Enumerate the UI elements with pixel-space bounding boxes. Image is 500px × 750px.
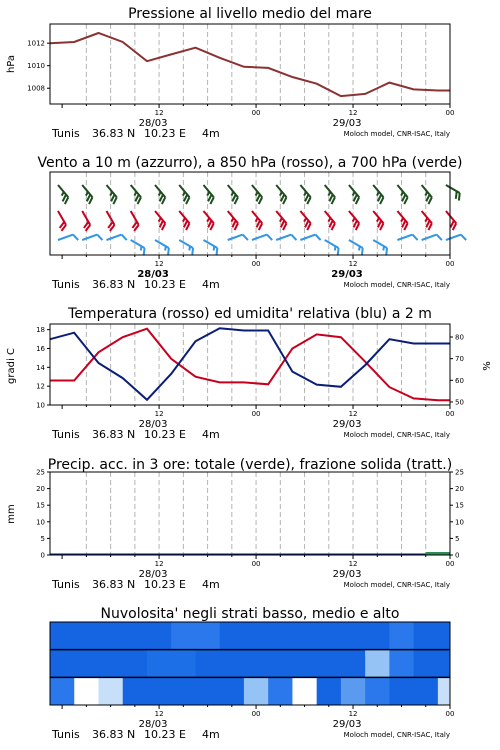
model-credit: Moloch model, CNR-ISAC, Italy	[343, 731, 450, 739]
wind-barb	[77, 185, 95, 204]
barb-staff	[252, 235, 267, 240]
barb-staff	[300, 211, 310, 223]
model-credit: Moloch model, CNR-ISAC, Italy	[343, 130, 450, 138]
barb-flag	[243, 234, 248, 242]
barb-staff	[276, 185, 286, 197]
barb-flag	[73, 234, 78, 242]
barb-staff	[252, 185, 262, 197]
wind-barb	[441, 211, 459, 230]
cloud-cell	[389, 622, 414, 650]
y-tick-label: 18	[36, 326, 45, 335]
barb-staff	[422, 211, 432, 223]
barb-staff	[228, 211, 238, 223]
y-tick-label: 20	[36, 485, 45, 494]
cloud-cell	[98, 622, 123, 650]
barb-staff	[446, 235, 461, 240]
x-tick-label: 00	[445, 410, 455, 418]
y-tick-label: 1012	[27, 39, 45, 48]
barb-staff	[228, 185, 238, 197]
y-tick-label: 25	[36, 468, 45, 477]
barb-staff	[325, 185, 335, 197]
wind-barb	[295, 185, 313, 204]
cloud-cell	[74, 622, 99, 650]
wind-barb	[345, 240, 365, 256]
cloud-cell	[171, 677, 196, 705]
cloud-cell	[195, 677, 220, 705]
elevation: 4m	[202, 428, 220, 441]
wind-frame	[50, 172, 450, 255]
date-label: 28/03	[138, 118, 168, 129]
barb-staff	[373, 240, 387, 248]
barb-staff	[373, 211, 383, 223]
latitude: 36.83 N	[92, 278, 136, 291]
wind-barb	[200, 240, 220, 256]
barb-staff	[131, 185, 141, 197]
cloud-cell	[292, 622, 317, 650]
cloud-cell	[244, 622, 269, 650]
barb-staff	[155, 240, 169, 248]
barb-staff	[325, 211, 335, 223]
y-tick-label: 10	[36, 518, 45, 527]
date-label: 28/03	[137, 269, 169, 280]
y-tick-label: 14	[36, 363, 45, 372]
barb-staff	[179, 240, 193, 248]
wind-barb	[222, 211, 240, 230]
barb-staff	[422, 235, 437, 240]
model-credit: Moloch model, CNR-ISAC, Italy	[343, 581, 450, 589]
barb-flag	[315, 234, 320, 242]
wind-barb	[247, 211, 265, 230]
pressure-panel	[6, 6, 454, 140]
wind-barb	[125, 185, 143, 204]
x-tick-label: 12	[348, 710, 358, 718]
cloud-cell	[268, 677, 293, 705]
barb-staff	[58, 211, 66, 225]
wind-barb	[174, 185, 192, 204]
cloud-cell	[74, 650, 99, 678]
cloud-cell	[341, 622, 366, 650]
date-label: 29/03	[332, 719, 362, 730]
wind-barbs	[52, 185, 466, 256]
cloud-cell	[292, 650, 317, 678]
wind-barb	[392, 211, 410, 230]
y-tick-label: 5	[40, 534, 45, 543]
longitude: 10.23 E	[144, 728, 186, 741]
barb-staff	[397, 185, 407, 197]
x-tick-label: 12	[154, 710, 164, 718]
barb-half-flag	[188, 246, 191, 250]
wind-barb	[344, 211, 362, 230]
precipitation-xticks	[51, 555, 454, 591]
barb-half-flag	[358, 246, 361, 250]
x-tick-label: 12	[348, 410, 358, 418]
barb-staff	[422, 185, 432, 197]
y-tick-label: 15	[36, 501, 45, 510]
y-tick-label: 15	[455, 501, 464, 510]
cloud-cell	[317, 677, 342, 705]
date-label: 28/03	[138, 419, 168, 430]
elevation: 4m	[202, 578, 220, 591]
wind-barb	[152, 240, 172, 256]
barb-flag	[461, 234, 466, 242]
location-name: Tunis	[52, 728, 80, 741]
cloud-cell	[50, 650, 75, 678]
wind-barb	[101, 185, 119, 204]
y-tick-label: 60	[455, 376, 464, 385]
y-tick-label: 70	[455, 355, 464, 364]
temperature-title: Temperatura (rosso) ed umidita' relativa (blu) a 2 m	[68, 306, 432, 322]
cloud-cell	[123, 650, 148, 678]
wind-barb	[247, 185, 265, 204]
precipitation-grid	[86, 472, 425, 555]
x-tick-label: 00	[251, 260, 261, 268]
wind-barb	[416, 211, 434, 230]
x-tick-label: 00	[445, 710, 455, 718]
x-tick-label: 12	[154, 260, 164, 268]
longitude: 10.23 E	[144, 578, 186, 591]
barb-staff	[58, 235, 73, 240]
date-label: 28/03	[138, 569, 168, 580]
precipitation-panel	[6, 457, 464, 591]
y-tick-label: 20	[455, 485, 464, 494]
x-tick-label: 12	[348, 109, 358, 117]
barb-staff	[228, 235, 243, 240]
precipitation-title: Precip. acc. in 3 ore: totale (verde), frazione solida (tratt.)	[47, 457, 453, 473]
pressure-frame	[50, 24, 450, 104]
wind-barb	[271, 185, 289, 204]
wind-panel	[37, 155, 466, 291]
wind-barb	[228, 234, 248, 247]
x-tick-label: 00	[251, 560, 261, 568]
wind-barb	[58, 234, 78, 247]
model-credit: Moloch model, CNR-ISAC, Italy	[343, 431, 450, 439]
elevation: 4m	[202, 728, 220, 741]
cloud-cell	[74, 677, 99, 705]
longitude: 10.23 E	[144, 278, 186, 291]
wind-barb	[53, 185, 71, 204]
cloud-cells	[50, 622, 451, 705]
wind-barb	[446, 234, 466, 247]
barb-staff	[446, 185, 460, 193]
cloud-cell	[171, 650, 196, 678]
cloud-cell	[438, 677, 451, 705]
cloud-panel	[50, 606, 454, 741]
wind-barb	[321, 240, 341, 256]
wind-barb	[368, 211, 386, 230]
barb-staff	[155, 185, 165, 197]
temperature-panel	[6, 306, 493, 441]
latitude: 36.83 N	[92, 127, 136, 140]
barb-staff	[204, 185, 214, 197]
pressure-ylabel: hPa	[6, 54, 17, 74]
barb-staff	[397, 235, 412, 240]
latitude: 36.83 N	[92, 728, 136, 741]
cloud-cell	[268, 650, 293, 678]
wind-barb	[150, 211, 168, 230]
wind-barb	[198, 211, 216, 230]
cloud-cell	[123, 622, 148, 650]
y-tick-label: 5	[455, 534, 460, 543]
cloud-cell	[414, 650, 439, 678]
cloud-cell	[147, 677, 172, 705]
cloud-cell	[341, 650, 366, 678]
y-tick-label: 0	[40, 551, 45, 560]
wind-barb	[370, 240, 390, 256]
cloud-cell	[147, 622, 172, 650]
wind-barb	[319, 211, 337, 230]
wind-barb	[100, 211, 116, 231]
barb-staff	[58, 185, 68, 197]
wind-barb	[52, 211, 68, 231]
y-tick-label: 1008	[27, 84, 45, 93]
wind-barb	[222, 185, 240, 204]
barb-half-flag	[334, 246, 337, 250]
barb-half-flag	[212, 246, 215, 250]
y-tick-label: 25	[455, 468, 464, 477]
cloud-cell	[365, 677, 390, 705]
barb-staff	[179, 211, 189, 223]
cloud-cell	[268, 622, 293, 650]
y-tick-label: 0	[455, 551, 460, 560]
y-tick-label: 16	[36, 344, 45, 353]
temperature-ylabel: gradi C	[6, 348, 17, 384]
x-tick-label: 12	[154, 410, 164, 418]
wind-barb	[416, 185, 434, 204]
cloud-cell	[317, 622, 342, 650]
humidity-ylabel: %	[482, 361, 493, 371]
barb-staff	[397, 211, 407, 223]
x-tick-label: 00	[445, 260, 455, 268]
y-tick-label: 80	[455, 333, 464, 342]
barb-staff	[131, 240, 145, 248]
cloud-cell	[317, 650, 342, 678]
barb-staff	[204, 211, 214, 223]
cloud-cell	[438, 650, 451, 678]
barb-staff	[349, 185, 359, 197]
barb-flag	[267, 234, 272, 242]
barb-staff	[300, 185, 310, 197]
temperature-yticks	[36, 326, 464, 409]
barb-staff	[107, 235, 122, 240]
barb-staff	[107, 185, 117, 197]
wind-barb	[76, 211, 92, 231]
cloud-cell	[220, 622, 245, 650]
barb-half-flag	[164, 246, 167, 250]
x-tick-label: 00	[251, 410, 261, 418]
barb-flag	[97, 234, 102, 242]
temperature-xticks	[51, 405, 454, 441]
y-tick-label: 1010	[27, 62, 45, 71]
pressure-title: Pressione al livello medio del mare	[128, 6, 372, 22]
cloud-cell	[220, 677, 245, 705]
barb-staff	[349, 240, 363, 248]
pressure-grid	[86, 24, 425, 104]
cloud-cell	[123, 677, 148, 705]
x-tick-label: 00	[445, 109, 455, 117]
cloud-cell	[244, 677, 269, 705]
wind-barb	[82, 234, 102, 247]
wind-barb	[319, 185, 337, 204]
barb-staff	[82, 235, 97, 240]
wind-barb	[300, 234, 320, 247]
cloud-xticks	[51, 705, 454, 741]
location-name: Tunis	[52, 578, 80, 591]
cloud-cell	[50, 622, 75, 650]
cloud-cell	[341, 677, 366, 705]
wind-barb	[271, 211, 289, 230]
barb-flag	[437, 234, 442, 242]
wind-barb	[127, 240, 147, 256]
cloud-title: Nuvolosita' negli strati basso, medio e alto	[100, 606, 400, 622]
cloud-cell	[414, 622, 439, 650]
barb-staff	[349, 211, 359, 223]
wind-barb	[150, 185, 168, 204]
longitude: 10.23 E	[144, 428, 186, 441]
model-credit: Moloch model, CNR-ISAC, Italy	[343, 281, 450, 289]
wind-barb	[422, 234, 442, 247]
barb-flag	[122, 234, 127, 242]
longitude: 10.23 E	[144, 127, 186, 140]
y-tick-label: 12	[36, 382, 45, 391]
x-tick-label: 12	[154, 560, 164, 568]
temperature-frame	[50, 324, 450, 405]
wind-title: Vento a 10 m (azzurro), a 850 hPa (rosso), a 700 hPa (verde)	[37, 155, 463, 171]
precipitation-yticks	[36, 469, 464, 560]
cloud-cell	[414, 677, 439, 705]
barb-staff	[300, 235, 315, 240]
y-tick-label: 10	[36, 401, 45, 410]
barb-staff	[155, 211, 165, 223]
date-label: 29/03	[331, 269, 363, 280]
precipitation-frame	[50, 472, 450, 555]
barb-half-flag	[140, 246, 143, 250]
temperature-series	[50, 328, 450, 400]
wind-barb	[295, 211, 313, 230]
cloud-cell	[365, 622, 390, 650]
cloud-cell	[438, 622, 451, 650]
latitude: 36.83 N	[92, 578, 136, 591]
cloud-cell	[389, 677, 414, 705]
wind-barb	[442, 185, 462, 201]
pressure-line	[50, 33, 450, 96]
elevation: 4m	[202, 278, 220, 291]
x-tick-label: 12	[154, 109, 164, 117]
cloud-cell	[195, 622, 220, 650]
barb-staff	[325, 240, 339, 248]
barb-staff	[252, 211, 262, 223]
wind-barb	[252, 234, 272, 247]
wind-barb	[198, 185, 216, 204]
wind-barb	[107, 234, 127, 247]
barb-flag	[412, 234, 417, 242]
barb-staff	[373, 185, 383, 197]
barb-flag	[291, 234, 296, 242]
latitude: 36.83 N	[92, 428, 136, 441]
wind-barb	[344, 185, 362, 204]
x-tick-label: 12	[348, 560, 358, 568]
barb-staff	[446, 211, 456, 223]
date-label: 28/03	[138, 719, 168, 730]
pressure-xticks	[51, 104, 454, 140]
cloud-cell	[147, 650, 172, 678]
wind-barb	[368, 185, 386, 204]
cloud-cell	[195, 650, 220, 678]
location-name: Tunis	[52, 278, 80, 291]
wind-barb	[276, 234, 296, 247]
cloud-cell	[389, 650, 414, 678]
elevation: 4m	[202, 127, 220, 140]
wind-barb	[174, 211, 192, 230]
wind-xticks	[51, 255, 454, 291]
cloud-cell	[244, 650, 269, 678]
precipitation-ylabel: mm	[6, 504, 17, 524]
location-name: Tunis	[52, 428, 80, 441]
barb-staff	[82, 185, 92, 197]
barb-half-flag	[382, 246, 385, 250]
x-tick-label: 00	[251, 109, 261, 117]
date-label: 29/03	[332, 569, 362, 580]
cloud-cell	[50, 677, 75, 705]
cloud-cell	[365, 650, 390, 678]
x-tick-label: 12	[348, 260, 358, 268]
x-tick-label: 00	[251, 710, 261, 718]
wind-barb	[176, 240, 196, 256]
barb-staff	[276, 211, 286, 223]
date-label: 29/03	[332, 118, 362, 129]
barb-staff	[204, 240, 218, 248]
y-tick-label: 10	[455, 518, 464, 527]
y-tick-label: 50	[455, 398, 464, 407]
pressure-series	[50, 33, 450, 96]
cloud-cell	[98, 677, 123, 705]
date-label: 29/03	[332, 419, 362, 430]
cloud-cell	[98, 650, 123, 678]
barb-staff	[179, 185, 189, 197]
cloud-cell	[171, 622, 196, 650]
cloud-cell	[292, 677, 317, 705]
location-name: Tunis	[52, 127, 80, 140]
barb-staff	[276, 235, 291, 240]
temperature-grid	[86, 324, 425, 405]
humidity-line	[50, 328, 450, 400]
x-tick-label: 00	[445, 560, 455, 568]
wind-barb	[125, 211, 141, 231]
wind-barb	[392, 185, 410, 204]
cloud-cell	[220, 650, 245, 678]
wind-barb	[397, 234, 417, 247]
pressure-yticks	[27, 40, 50, 93]
